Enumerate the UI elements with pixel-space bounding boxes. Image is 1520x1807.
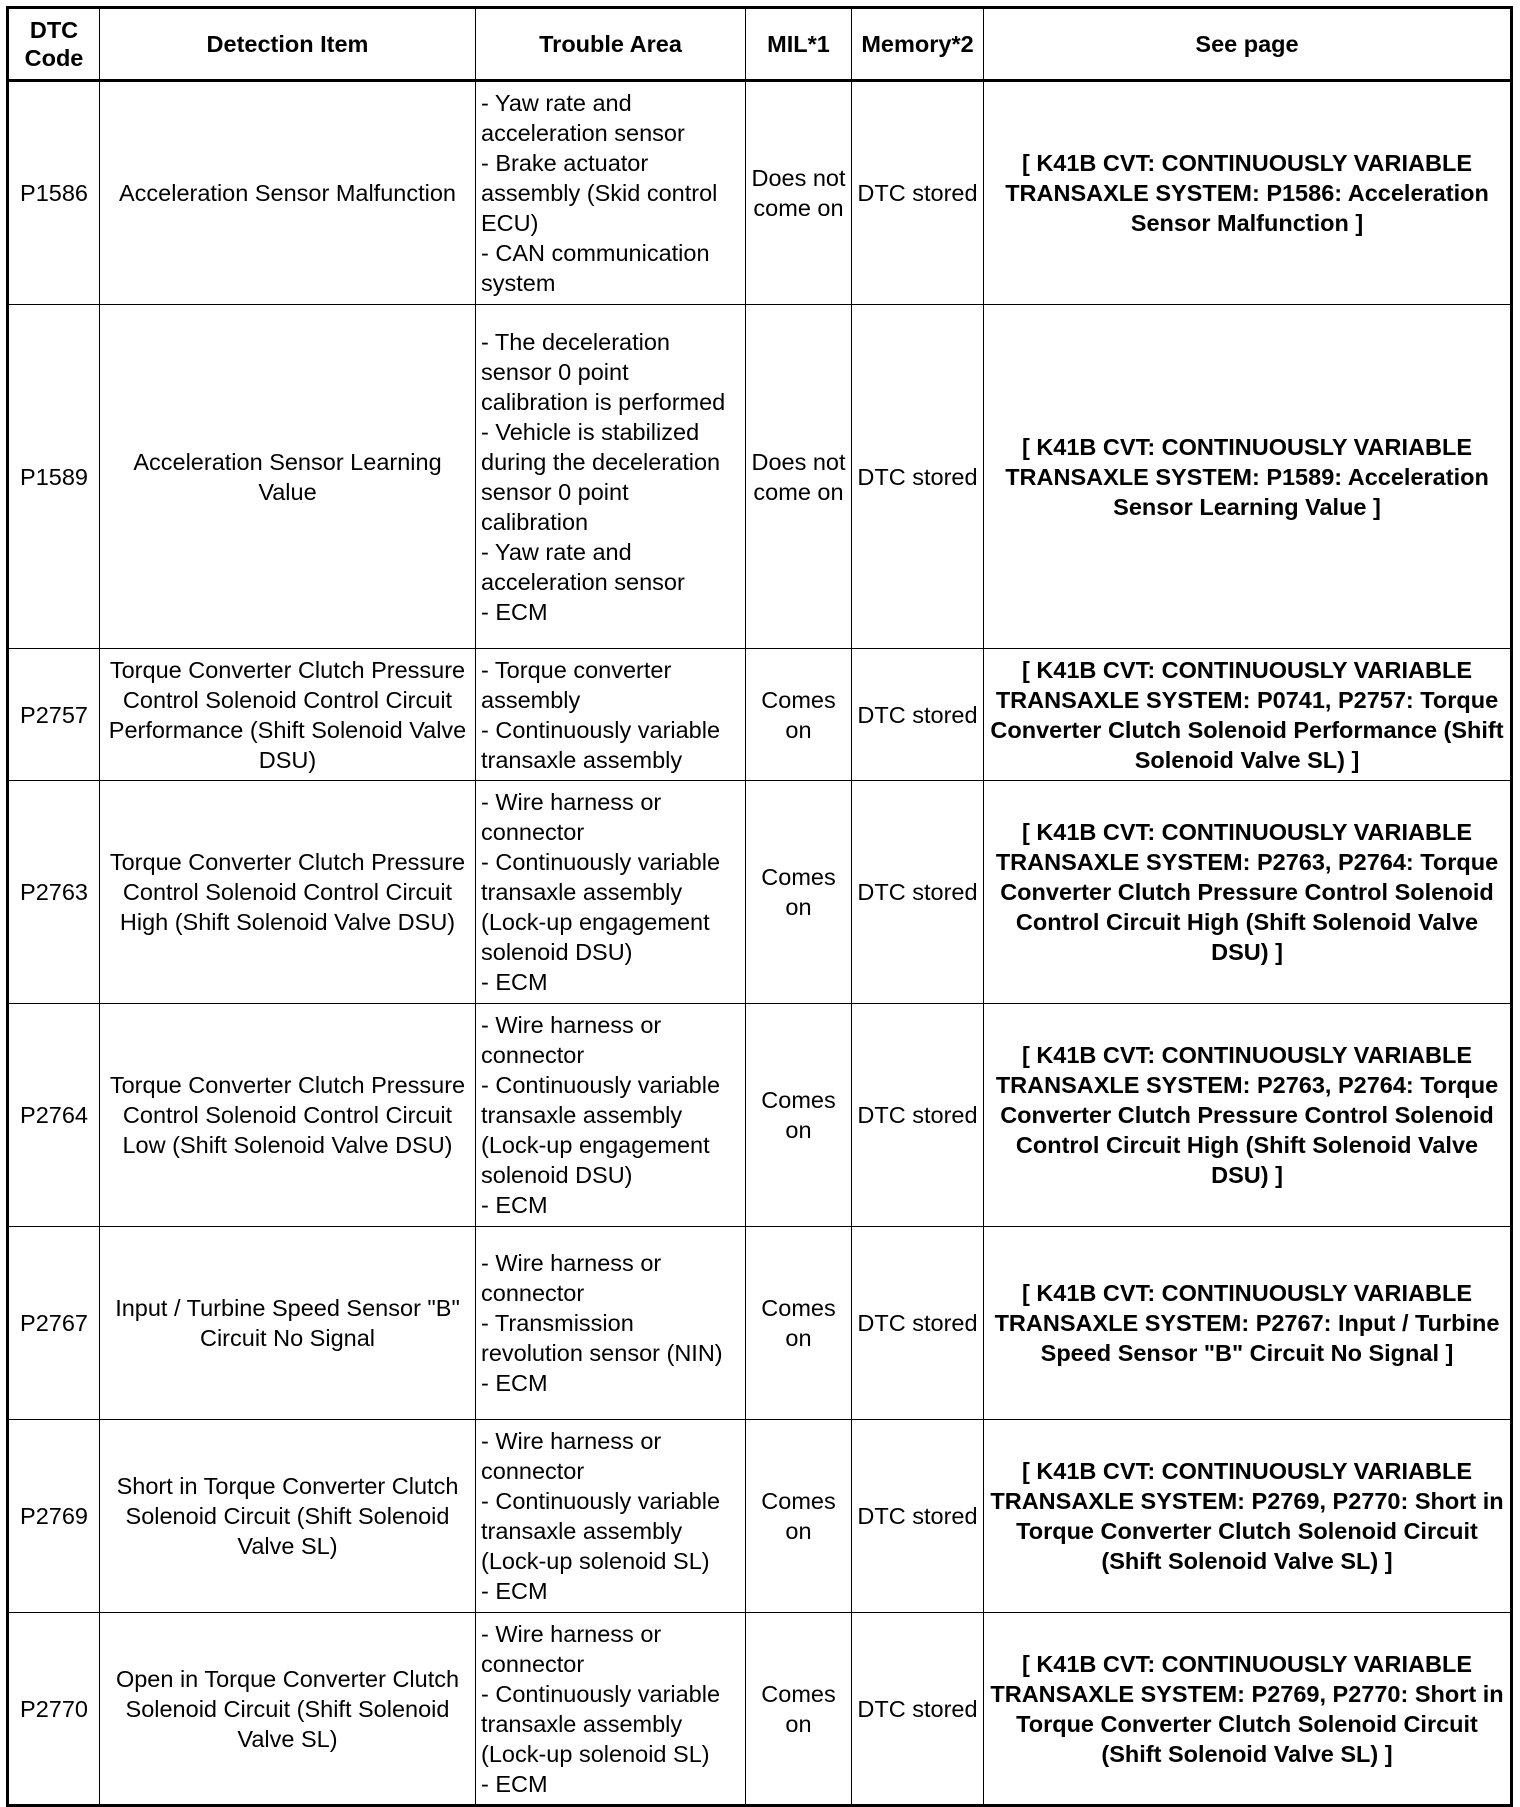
memory-cell: DTC stored (852, 1227, 984, 1420)
memory-cell: DTC stored (852, 781, 984, 1004)
header-trouble-area: Trouble Area (476, 8, 746, 81)
memory-cell: DTC stored (852, 305, 984, 649)
mil-cell: Comes on (746, 649, 852, 781)
memory-cell: DTC stored (852, 81, 984, 305)
see-page-link[interactable]: [ K41B CVT: CONTINUOUSLY VARIABLE TRANSAXLE SYSTEM: P2769, P2770: Short in Torque Converter Clutch Solenoid Circuit (Shift Solenoid Valve SL) ] (984, 1420, 1512, 1613)
trouble-area-cell: - Wire harness or connector - Continuously variable transaxle assembly (Lock-up solenoid SL) - ECM (476, 1420, 746, 1613)
table-row (8, 781, 1512, 1004)
header-dtc-code: DTC Code (8, 8, 100, 81)
mil-cell: Does not come on (746, 305, 852, 649)
detection-item-cell: Acceleration Sensor Learning Value (100, 305, 476, 649)
detection-item-cell: Open in Torque Converter Clutch Solenoid Circuit (Shift Solenoid Valve SL) (100, 1613, 476, 1806)
header-see-page: See page (984, 8, 1512, 81)
memory-cell: DTC stored (852, 1613, 984, 1806)
table-row (8, 81, 1512, 305)
table-row (8, 1420, 1512, 1613)
detection-item-cell: Torque Converter Clutch Pressure Control Solenoid Control Circuit Low (Shift Solenoid Valve DSU) (100, 1004, 476, 1227)
table-row (8, 1227, 1512, 1420)
mil-cell: Comes on (746, 1420, 852, 1613)
trouble-area-cell: - Torque converter assembly - Continuously variable transaxle assembly (476, 649, 746, 781)
dtc-code-cell: P2757 (8, 649, 100, 781)
see-page-link[interactable]: [ K41B CVT: CONTINUOUSLY VARIABLE TRANSAXLE SYSTEM: P2763, P2764: Torque Converter Clutch Pressure Control Solenoid Control Circuit High (Shift Solenoid Valve DSU) ] (984, 1004, 1512, 1227)
header-mil: MIL*1 (746, 8, 852, 81)
trouble-area-cell: - Wire harness or connector - Continuously variable transaxle assembly (Lock-up solenoid SL) - ECM (476, 1613, 746, 1806)
dtc-code-cell: P2764 (8, 1004, 100, 1227)
see-page-link[interactable]: [ K41B CVT: CONTINUOUSLY VARIABLE TRANSAXLE SYSTEM: P2763, P2764: Torque Converter Clutch Pressure Control Solenoid Control Circuit High (Shift Solenoid Valve DSU) ] (984, 781, 1512, 1004)
memory-cell: DTC stored (852, 1004, 984, 1227)
detection-item-cell: Torque Converter Clutch Pressure Control Solenoid Control Circuit Performance (Shift Solenoid Valve DSU) (100, 649, 476, 781)
dtc-table (6, 6, 1513, 1807)
mil-cell: Comes on (746, 1613, 852, 1806)
trouble-area-cell: - Yaw rate and acceleration sensor - Brake actuator assembly (Skid control ECU) - CAN communication system (476, 81, 746, 305)
dtc-code-cell: P2763 (8, 781, 100, 1004)
memory-cell: DTC stored (852, 1420, 984, 1613)
detection-item-cell: Torque Converter Clutch Pressure Control Solenoid Control Circuit High (Shift Solenoid Valve DSU) (100, 781, 476, 1004)
see-page-link[interactable]: [ K41B CVT: CONTINUOUSLY VARIABLE TRANSAXLE SYSTEM: P2769, P2770: Short in Torque Converter Clutch Solenoid Circuit (Shift Solenoid Valve SL) ] (984, 1613, 1512, 1806)
mil-cell: Comes on (746, 1004, 852, 1227)
see-page-link[interactable]: [ K41B CVT: CONTINUOUSLY VARIABLE TRANSAXLE SYSTEM: P1586: Acceleration Sensor Malfunction ] (984, 81, 1512, 305)
mil-cell: Comes on (746, 781, 852, 1004)
table-row (8, 305, 1512, 649)
memory-cell: DTC stored (852, 649, 984, 781)
see-page-link[interactable]: [ K41B CVT: CONTINUOUSLY VARIABLE TRANSAXLE SYSTEM: P0741, P2757: Torque Converter Clutch Solenoid Performance (Shift Solenoid Valve SL) ] (984, 649, 1512, 781)
mil-cell: Does not come on (746, 81, 852, 305)
trouble-area-cell: - Wire harness or connector - Transmission revolution sensor (NIN) - ECM (476, 1227, 746, 1420)
header-row (8, 8, 1512, 81)
dtc-code-cell: P2770 (8, 1613, 100, 1806)
table-row (8, 649, 1512, 781)
dtc-code-cell: P1586 (8, 81, 100, 305)
table-row (8, 1004, 1512, 1227)
header-memory: Memory*2 (852, 8, 984, 81)
detection-item-cell: Input / Turbine Speed Sensor "B" Circuit No Signal (100, 1227, 476, 1420)
mil-cell: Comes on (746, 1227, 852, 1420)
see-page-link[interactable]: [ K41B CVT: CONTINUOUSLY VARIABLE TRANSAXLE SYSTEM: P2767: Input / Turbine Speed Sensor "B" Circuit No Signal ] (984, 1227, 1512, 1420)
trouble-area-cell: - Wire harness or connector - Continuously variable transaxle assembly (Lock-up engagement solenoid DSU) - ECM (476, 781, 746, 1004)
detection-item-cell: Acceleration Sensor Malfunction (100, 81, 476, 305)
detection-item-cell: Short in Torque Converter Clutch Solenoid Circuit (Shift Solenoid Valve SL) (100, 1420, 476, 1613)
table-row (8, 1613, 1512, 1806)
header-detection-item: Detection Item (100, 8, 476, 81)
trouble-area-cell: - The deceleration sensor 0 point calibration is performed - Vehicle is stabilized during the deceleration sensor 0 point calibration - Yaw rate and acceleration sensor - ECM (476, 305, 746, 649)
dtc-code-cell: P2769 (8, 1420, 100, 1613)
dtc-code-cell: P2767 (8, 1227, 100, 1420)
trouble-area-cell: - Wire harness or connector - Continuously variable transaxle assembly (Lock-up engagement solenoid DSU) - ECM (476, 1004, 746, 1227)
see-page-link[interactable]: [ K41B CVT: CONTINUOUSLY VARIABLE TRANSAXLE SYSTEM: P1589: Acceleration Sensor Learning Value ] (984, 305, 1512, 649)
dtc-code-cell: P1589 (8, 305, 100, 649)
